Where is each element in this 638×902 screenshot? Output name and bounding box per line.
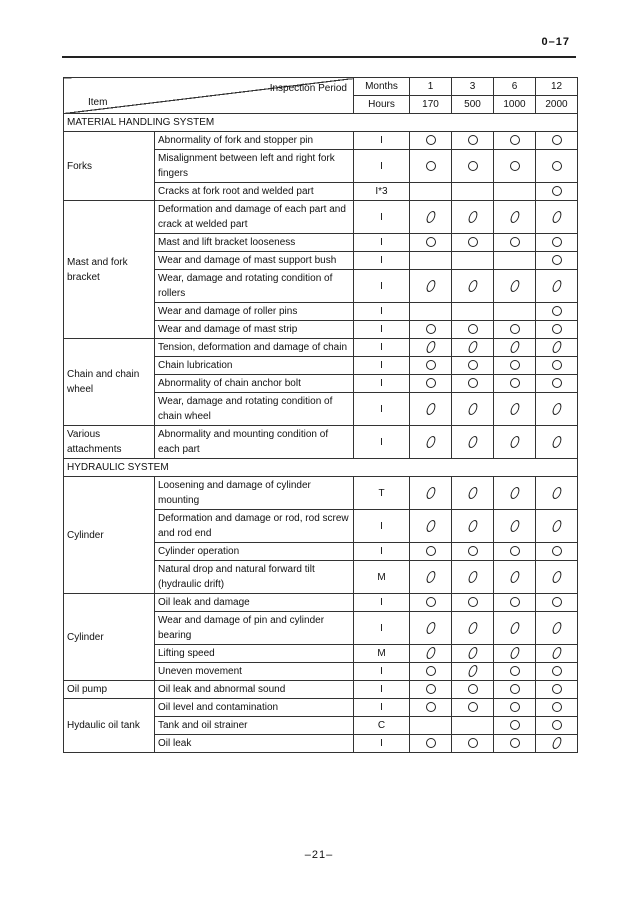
months-label: Months: [354, 78, 410, 96]
interval-cell: [452, 681, 494, 699]
interval-cell: [452, 477, 494, 510]
interval-cell: [452, 339, 494, 357]
inspection-item: Chain lubrication: [155, 357, 354, 375]
inspection-code: I: [354, 270, 410, 303]
interval-cell: [452, 735, 494, 753]
oval-mark-icon: [467, 403, 479, 415]
inspection-item: Tension, deformation and damage of chain: [155, 339, 354, 357]
circle-mark-icon: [510, 702, 520, 712]
interval-cell: [410, 645, 452, 663]
circle-mark-icon: [552, 135, 562, 145]
oval-mark-icon: [509, 403, 521, 415]
circle-mark-icon: [468, 360, 478, 370]
oval-mark-icon: [425, 520, 437, 532]
interval-cell: [452, 543, 494, 561]
interval-cell: [410, 303, 452, 321]
oval-mark-icon: [509, 571, 521, 583]
interval-cell: [452, 252, 494, 270]
interval-cell: [536, 594, 578, 612]
inspection-code: M: [354, 561, 410, 594]
inspection-item: Loosening and damage of cylinder mounting: [155, 477, 354, 510]
interval-cell: [452, 699, 494, 717]
interval-cell: [494, 201, 536, 234]
inspection-code: I: [354, 699, 410, 717]
circle-mark-icon: [468, 135, 478, 145]
inspection-item: Wear and damage of mast support bush: [155, 252, 354, 270]
group-name: Forks: [64, 132, 155, 201]
group-name: Oil pump: [64, 681, 155, 699]
oval-mark-icon: [509, 280, 521, 292]
oval-mark-icon: [551, 211, 563, 223]
circle-mark-icon: [426, 135, 436, 145]
interval-cell: [536, 735, 578, 753]
circle-mark-icon: [510, 597, 520, 607]
interval-cell: [494, 234, 536, 252]
circle-mark-icon: [552, 720, 562, 730]
inspection-item: Wear and damage of mast strip: [155, 321, 354, 339]
circle-mark-icon: [552, 324, 562, 334]
circle-mark-icon: [510, 720, 520, 730]
inspection-item: Abnormality and mounting condition of each part: [155, 426, 354, 459]
circle-mark-icon: [468, 161, 478, 171]
inspection-code: M: [354, 645, 410, 663]
interval-cell: [410, 735, 452, 753]
oval-mark-icon: [467, 280, 479, 292]
inspection-code: I: [354, 393, 410, 426]
inspection-item: Uneven movement: [155, 663, 354, 681]
interval-cell: [494, 357, 536, 375]
oval-mark-icon: [551, 280, 563, 292]
inspection-code: I: [354, 663, 410, 681]
interval-cell: [452, 303, 494, 321]
oval-mark-icon: [551, 520, 563, 532]
interval-cell: [536, 303, 578, 321]
interval-cell: [410, 252, 452, 270]
oval-mark-icon: [425, 487, 437, 499]
interval-cell: [410, 201, 452, 234]
circle-mark-icon: [426, 324, 436, 334]
interval-cell: [494, 543, 536, 561]
circle-mark-icon: [510, 546, 520, 556]
inspection-item: Tank and oil strainer: [155, 717, 354, 735]
interval-cell: [494, 663, 536, 681]
inspection-item: Misalignment between left and right fork fingers: [155, 150, 354, 183]
inspection-code: I: [354, 681, 410, 699]
inspection-item: Oil level and contamination: [155, 699, 354, 717]
interval-cell: [536, 201, 578, 234]
interval-cell: [494, 645, 536, 663]
hours-1000: 1000: [494, 96, 536, 114]
interval-cell: [452, 183, 494, 201]
interval-cell: [494, 339, 536, 357]
interval-cell: [410, 270, 452, 303]
interval-cell: [536, 183, 578, 201]
circle-mark-icon: [552, 255, 562, 265]
interval-cell: [452, 612, 494, 645]
interval-cell: [494, 717, 536, 735]
interval-cell: [452, 663, 494, 681]
table-row: [64, 132, 578, 150]
interval-cell: [410, 393, 452, 426]
hours-2000: 2000: [536, 96, 578, 114]
oval-mark-icon: [509, 622, 521, 634]
interval-cell: [494, 321, 536, 339]
interval-cell: [452, 393, 494, 426]
interval-cell: [452, 234, 494, 252]
interval-cell: [410, 150, 452, 183]
interval-cell: [452, 510, 494, 543]
inspection-item: Deformation and damage of each part and crack at welded part: [155, 201, 354, 234]
interval-cell: [536, 426, 578, 459]
circle-mark-icon: [510, 378, 520, 388]
oval-mark-icon: [425, 647, 437, 659]
interval-cell: [410, 681, 452, 699]
circle-mark-icon: [426, 597, 436, 607]
oval-mark-icon: [425, 211, 437, 223]
inspection-code: I: [354, 543, 410, 561]
oval-mark-icon: [509, 520, 521, 532]
header-row-months: [64, 78, 578, 96]
inspection-code: I: [354, 132, 410, 150]
hours-170: 170: [410, 96, 452, 114]
inspection-item: Wear and damage of roller pins: [155, 303, 354, 321]
inspection-item: Cracks at fork root and welded part: [155, 183, 354, 201]
oval-mark-icon: [551, 403, 563, 415]
circle-mark-icon: [552, 546, 562, 556]
inspection-code: I: [354, 252, 410, 270]
interval-cell: [536, 132, 578, 150]
inspection-period-label: Inspection Period: [269, 83, 347, 94]
circle-mark-icon: [426, 360, 436, 370]
interval-cell: [536, 477, 578, 510]
circle-mark-icon: [468, 597, 478, 607]
interval-cell: [536, 270, 578, 303]
interval-cell: [410, 561, 452, 594]
interval-cell: [410, 663, 452, 681]
circle-mark-icon: [510, 237, 520, 247]
oval-mark-icon: [467, 341, 479, 353]
circle-mark-icon: [510, 324, 520, 334]
table-row: [64, 201, 578, 234]
circle-mark-icon: [426, 666, 436, 676]
table-row: [64, 699, 578, 717]
interval-cell: [536, 321, 578, 339]
interval-cell: [452, 357, 494, 375]
oval-mark-icon: [509, 647, 521, 659]
interval-cell: [494, 612, 536, 645]
oval-mark-icon: [425, 622, 437, 634]
circle-mark-icon: [510, 738, 520, 748]
oval-mark-icon: [551, 436, 563, 448]
inspection-code: I: [354, 357, 410, 375]
interval-cell: [410, 357, 452, 375]
hours-label: Hours: [354, 96, 410, 114]
oval-mark-icon: [467, 211, 479, 223]
interval-cell: [494, 303, 536, 321]
inspection-item: Wear, damage and rotating condition of chain wheel: [155, 393, 354, 426]
page-number: 0–17: [541, 36, 570, 48]
interval-cell: [452, 717, 494, 735]
interval-cell: [494, 426, 536, 459]
circle-mark-icon: [510, 666, 520, 676]
group-name: Cylinder: [64, 477, 155, 594]
oval-mark-icon: [551, 647, 563, 659]
circle-mark-icon: [468, 378, 478, 388]
interval-cell: [494, 477, 536, 510]
oval-mark-icon: [467, 571, 479, 583]
group-name: Cylinder: [64, 594, 155, 681]
inspection-item: Natural drop and natural forward tilt (hydraulic drift): [155, 561, 354, 594]
inspection-code: I: [354, 375, 410, 393]
interval-cell: [410, 594, 452, 612]
hours-500: 500: [452, 96, 494, 114]
page-footer: –21–: [304, 849, 334, 861]
circle-mark-icon: [552, 360, 562, 370]
inspection-item: Lifting speed: [155, 645, 354, 663]
interval-cell: [410, 543, 452, 561]
interval-cell: [536, 561, 578, 594]
table-row: [64, 594, 578, 612]
group-name: Various attachments: [64, 426, 155, 459]
circle-mark-icon: [510, 360, 520, 370]
month-3: 3: [452, 78, 494, 96]
inspection-code: I: [354, 150, 410, 183]
interval-cell: [536, 663, 578, 681]
section-row: [64, 114, 578, 132]
month-6: 6: [494, 78, 536, 96]
inspection-code: I*3: [354, 183, 410, 201]
circle-mark-icon: [552, 186, 562, 196]
oval-mark-icon: [467, 436, 479, 448]
inspection-item: Cylinder operation: [155, 543, 354, 561]
circle-mark-icon: [426, 546, 436, 556]
interval-cell: [452, 270, 494, 303]
inspection-code: T: [354, 477, 410, 510]
inspection-code: I: [354, 303, 410, 321]
circle-mark-icon: [426, 738, 436, 748]
interval-cell: [410, 717, 452, 735]
inspection-item: Wear and damage of pin and cylinder bearing: [155, 612, 354, 645]
month-1: 1: [410, 78, 452, 96]
interval-cell: [452, 645, 494, 663]
circle-mark-icon: [468, 684, 478, 694]
inspection-item: Oil leak and damage: [155, 594, 354, 612]
oval-mark-icon: [467, 665, 479, 677]
circle-mark-icon: [468, 237, 478, 247]
inspection-code: I: [354, 735, 410, 753]
inspection-code: I: [354, 594, 410, 612]
interval-cell: [536, 645, 578, 663]
oval-mark-icon: [509, 436, 521, 448]
interval-cell: [536, 717, 578, 735]
circle-mark-icon: [510, 684, 520, 694]
interval-cell: [410, 612, 452, 645]
interval-cell: [536, 612, 578, 645]
interval-cell: [536, 234, 578, 252]
inspection-item: Abnormality of fork and stopper pin: [155, 132, 354, 150]
circle-mark-icon: [552, 597, 562, 607]
circle-mark-icon: [426, 378, 436, 388]
inspection-item: Wear, damage and rotating condition of rollers: [155, 270, 354, 303]
inspection-code: I: [354, 339, 410, 357]
table-row: [64, 339, 578, 357]
inspection-item: Abnormality of chain anchor bolt: [155, 375, 354, 393]
month-12: 12: [536, 78, 578, 96]
interval-cell: [494, 132, 536, 150]
inspection-item: Oil leak: [155, 735, 354, 753]
inspection-code: I: [354, 612, 410, 645]
interval-cell: [494, 561, 536, 594]
interval-cell: [410, 426, 452, 459]
inspection-table: [63, 77, 578, 753]
interval-cell: [536, 252, 578, 270]
interval-cell: [410, 321, 452, 339]
interval-cell: [410, 510, 452, 543]
interval-cell: [452, 150, 494, 183]
oval-mark-icon: [551, 487, 563, 499]
inspection-code: I: [354, 234, 410, 252]
interval-cell: [452, 426, 494, 459]
table-row: [64, 477, 578, 510]
section-row: [64, 459, 578, 477]
oval-mark-icon: [467, 647, 479, 659]
oval-mark-icon: [509, 487, 521, 499]
inspection-item: Mast and lift bracket looseness: [155, 234, 354, 252]
oval-mark-icon: [467, 622, 479, 634]
oval-mark-icon: [467, 487, 479, 499]
interval-cell: [494, 150, 536, 183]
interval-cell: [452, 201, 494, 234]
interval-cell: [494, 270, 536, 303]
circle-mark-icon: [468, 738, 478, 748]
interval-cell: [452, 321, 494, 339]
oval-mark-icon: [467, 520, 479, 532]
group-name: Mast and fork bracket: [64, 201, 155, 339]
interval-cell: [410, 477, 452, 510]
interval-cell: [536, 339, 578, 357]
inspection-code: I: [354, 321, 410, 339]
inspection-item: Deformation and damage or rod, rod screw and rod end: [155, 510, 354, 543]
item-label: Item: [88, 97, 108, 108]
group-name: Hydaulic oil tank: [64, 699, 155, 753]
circle-mark-icon: [426, 237, 436, 247]
interval-cell: [536, 681, 578, 699]
oval-mark-icon: [509, 211, 521, 223]
top-rule: [62, 56, 576, 58]
interval-cell: [410, 375, 452, 393]
inspection-code: I: [354, 426, 410, 459]
section-title: MATERIAL HANDLING SYSTEM: [64, 114, 578, 132]
inspection-code: I: [354, 510, 410, 543]
oval-mark-icon: [425, 341, 437, 353]
interval-cell: [494, 735, 536, 753]
interval-cell: [410, 183, 452, 201]
table-row: [64, 426, 578, 459]
inspection-code: C: [354, 717, 410, 735]
interval-cell: [452, 594, 494, 612]
oval-mark-icon: [425, 571, 437, 583]
circle-mark-icon: [552, 237, 562, 247]
oval-mark-icon: [425, 436, 437, 448]
interval-cell: [494, 594, 536, 612]
circle-mark-icon: [552, 684, 562, 694]
circle-mark-icon: [552, 378, 562, 388]
circle-mark-icon: [468, 324, 478, 334]
circle-mark-icon: [552, 306, 562, 316]
oval-mark-icon: [425, 280, 437, 292]
interval-cell: [410, 132, 452, 150]
header-diagonal-cell: [64, 78, 354, 114]
circle-mark-icon: [468, 702, 478, 712]
interval-cell: [536, 510, 578, 543]
oval-mark-icon: [551, 571, 563, 583]
interval-cell: [536, 150, 578, 183]
circle-mark-icon: [510, 161, 520, 171]
circle-mark-icon: [426, 161, 436, 171]
interval-cell: [536, 699, 578, 717]
oval-mark-icon: [551, 737, 563, 749]
circle-mark-icon: [468, 546, 478, 556]
interval-cell: [452, 561, 494, 594]
interval-cell: [536, 357, 578, 375]
interval-cell: [410, 339, 452, 357]
circle-mark-icon: [552, 161, 562, 171]
interval-cell: [494, 252, 536, 270]
oval-mark-icon: [551, 622, 563, 634]
group-name: Chain and chain wheel: [64, 339, 155, 426]
section-title: HYDRAULIC SYSTEM: [64, 459, 578, 477]
circle-mark-icon: [510, 135, 520, 145]
interval-cell: [494, 681, 536, 699]
interval-cell: [536, 543, 578, 561]
interval-cell: [494, 699, 536, 717]
interval-cell: [494, 183, 536, 201]
interval-cell: [536, 393, 578, 426]
table-row: [64, 681, 578, 699]
oval-mark-icon: [551, 341, 563, 353]
inspection-item: Oil leak and abnormal sound: [155, 681, 354, 699]
interval-cell: [536, 375, 578, 393]
circle-mark-icon: [552, 666, 562, 676]
interval-cell: [410, 234, 452, 252]
circle-mark-icon: [426, 702, 436, 712]
interval-cell: [494, 510, 536, 543]
circle-mark-icon: [426, 684, 436, 694]
oval-mark-icon: [509, 341, 521, 353]
inspection-code: I: [354, 201, 410, 234]
interval-cell: [494, 393, 536, 426]
interval-cell: [452, 132, 494, 150]
interval-cell: [494, 375, 536, 393]
interval-cell: [410, 699, 452, 717]
interval-cell: [452, 375, 494, 393]
oval-mark-icon: [425, 403, 437, 415]
circle-mark-icon: [552, 702, 562, 712]
